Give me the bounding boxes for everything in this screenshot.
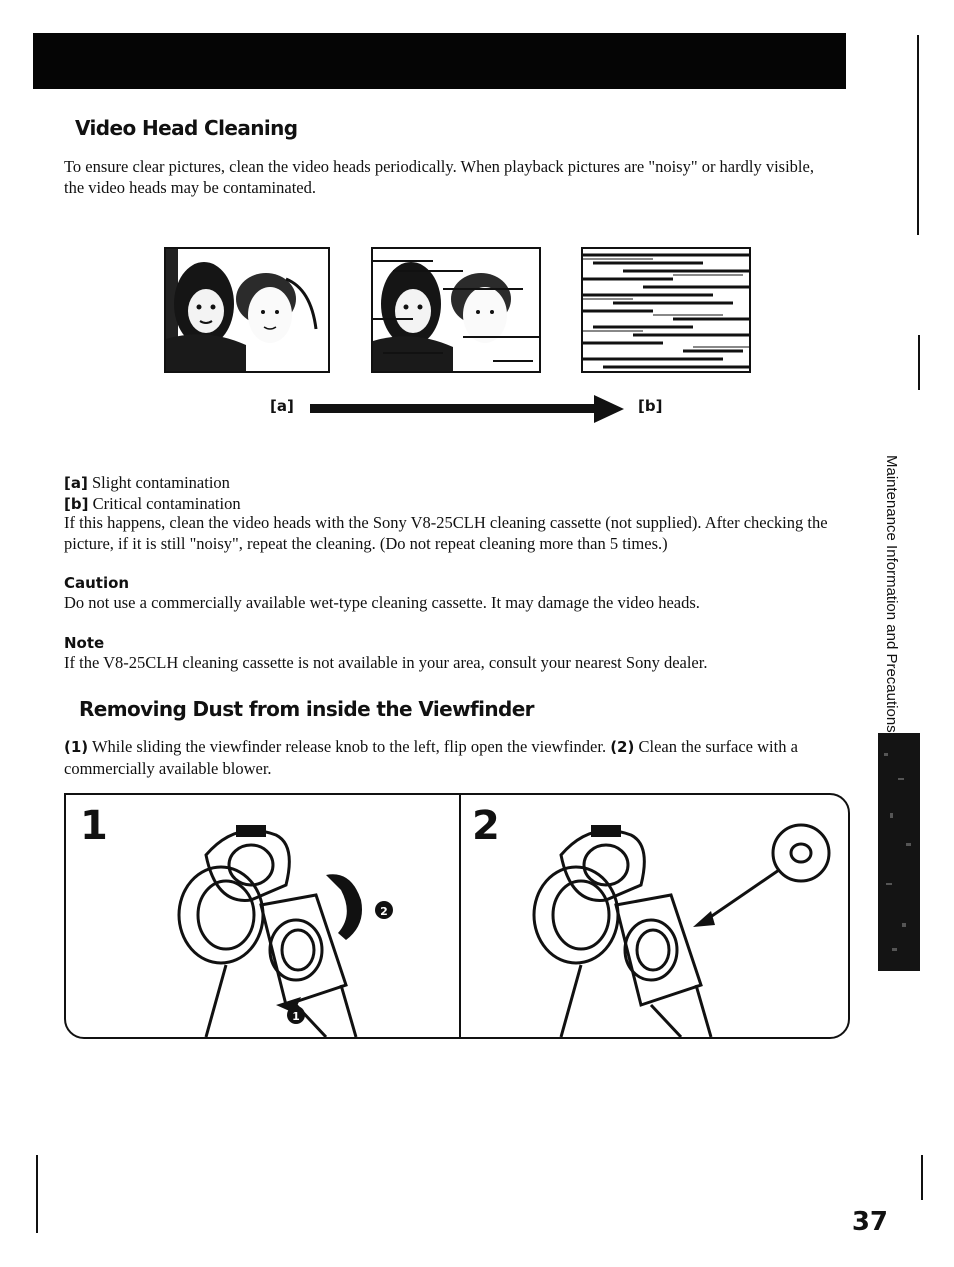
margin-line-bottom-right	[921, 1155, 923, 1200]
note-text: If the V8-25CLH cleaning cassette is not available in your area, consult your nearest Sony dealer.	[64, 653, 708, 672]
intro-paragraph: To ensure clear pictures, clean the video heads periodically. When playback pictures are "noisy" or hardly visible, the video heads may be contaminated.	[64, 157, 814, 197]
margin-line-bottom-left	[36, 1155, 38, 1233]
clear-picture-illustration	[166, 249, 328, 371]
viewfinder-figure	[64, 793, 850, 1039]
camcorder-blower-cleaning-illustration	[521, 815, 841, 1037]
figure-label-b: [b]	[638, 397, 663, 415]
legend-a-text: Slight contamination	[87, 473, 230, 492]
step1-key: (1)	[64, 738, 89, 756]
callout-1-label: 1	[292, 1010, 300, 1023]
margin-line-mid	[918, 335, 920, 390]
photo-slight-contamination	[371, 247, 541, 373]
note-heading: Note	[64, 634, 105, 652]
figure-divider	[459, 795, 461, 1037]
camcorder-viewfinder-open-illustration	[166, 815, 406, 1037]
legend-b-text: Critical contamination	[88, 494, 241, 513]
legend-a-key: [a]	[64, 474, 88, 492]
viewfinder-instructions	[64, 736, 844, 779]
step2-key: (2)	[610, 738, 635, 756]
photo-critical-contamination	[581, 247, 751, 373]
step1-text: While sliding the viewfinder release knob to the left, flip open the viewfinder.	[88, 737, 611, 756]
panel-2-number: 2	[472, 803, 500, 849]
margin-line-top	[917, 35, 919, 235]
section-title-video-head-cleaning: Video Head Cleaning	[75, 116, 298, 140]
step2-text: Clean the surface with a commercially available blower.	[64, 737, 798, 778]
legend-a	[64, 472, 854, 494]
section-title-viewfinder: Removing Dust from inside the Viewfinder	[79, 697, 534, 721]
legend-b-key: [b]	[64, 495, 89, 513]
caution-heading: Caution	[64, 574, 130, 592]
figure-label-a: [a]	[270, 397, 294, 415]
caution-text: Do not use a commercially available wet-type cleaning cassette. It may damage the video heads.	[64, 593, 700, 612]
panel-1-number: 1	[80, 803, 108, 849]
callout-2-label: 2	[380, 905, 388, 918]
cleaning-instructions: If this happens, clean the video heads with the Sony V8-25CLH cleaning cassette (not supplied). After checking the picture, if it is still "noisy", repeat the cleaning. (Do not repeat cleaning more than 5 times.)	[64, 513, 828, 553]
heavy-noise-illustration	[583, 249, 749, 371]
slight-noise-illustration	[373, 249, 539, 371]
header-bar	[33, 33, 846, 89]
side-tab-label: Maintenance Information and Precautions	[883, 455, 900, 733]
thumb-index-tab	[878, 733, 920, 971]
blower-icon	[693, 911, 715, 927]
photo-clear-picture	[164, 247, 330, 373]
page-number: 37	[851, 1207, 888, 1237]
arrow-icon	[310, 395, 624, 423]
